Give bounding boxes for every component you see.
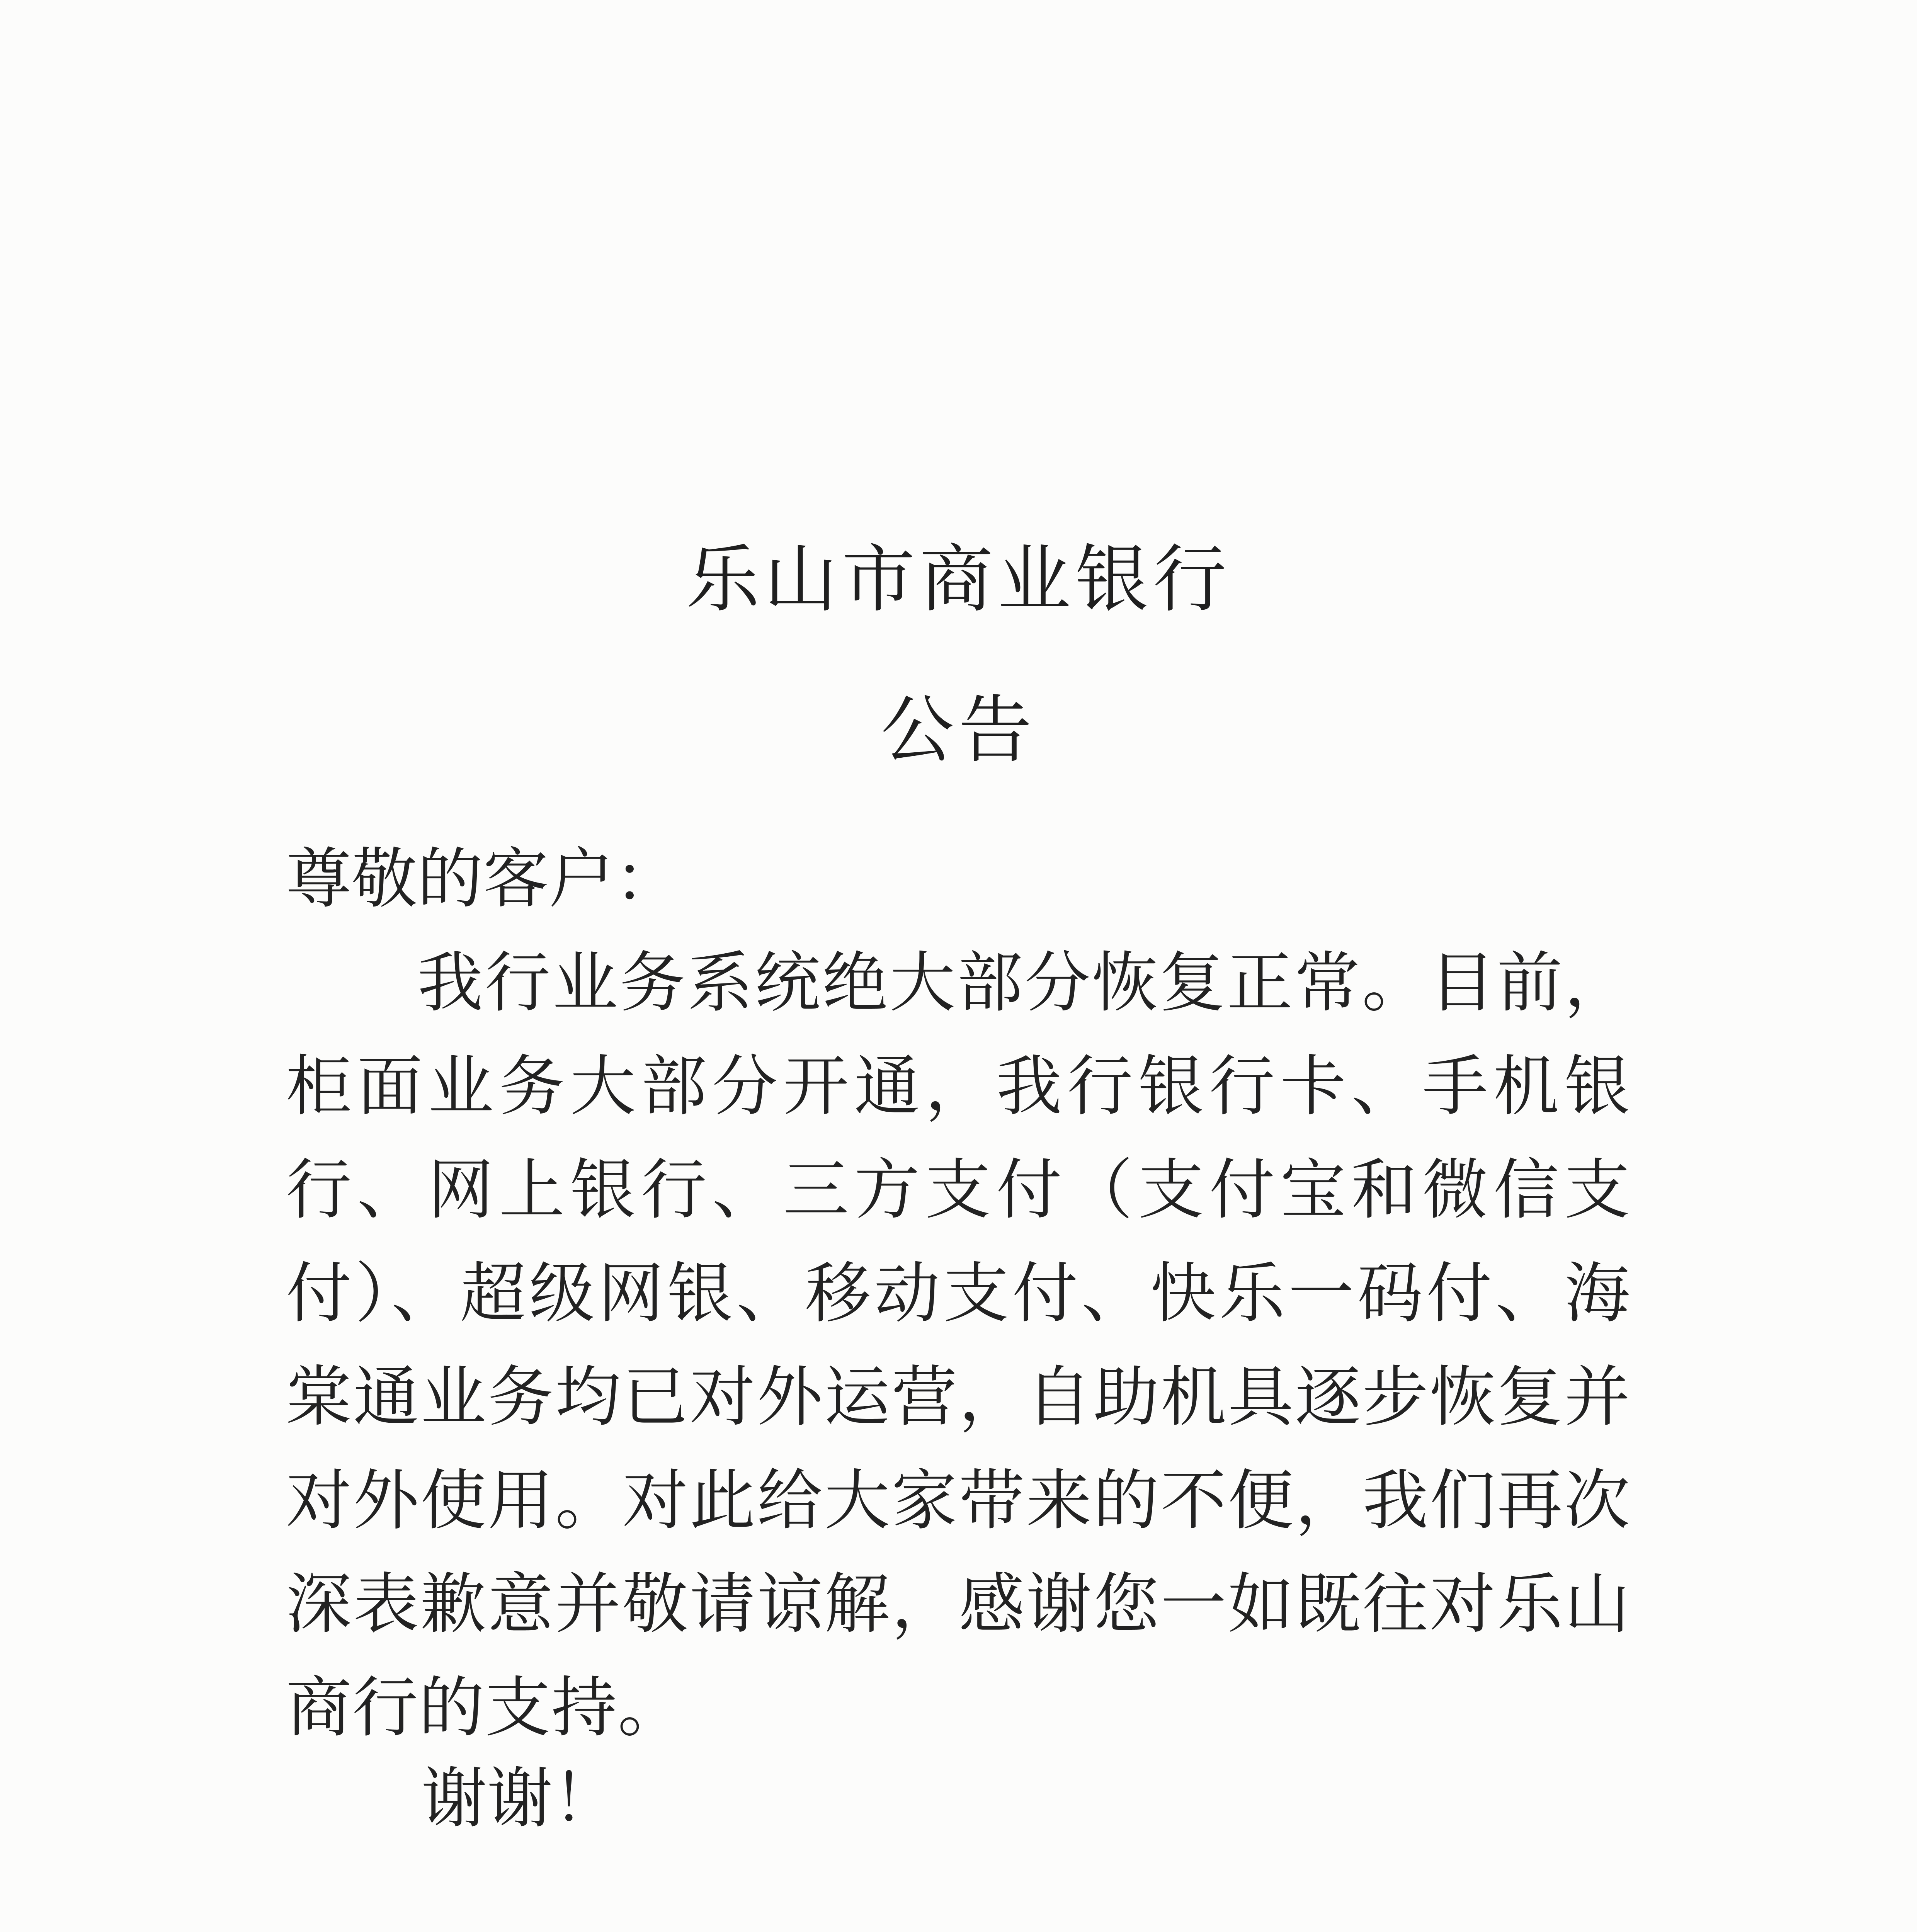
thanks-text: 谢谢！ (421, 1760, 619, 1837)
notice-title: 公告 (881, 687, 1036, 773)
salutation: 尊敬的客户： (286, 841, 680, 917)
bank-title: 乐山市商业银行 (686, 537, 1231, 622)
notice-body: 我行业务系统绝大部分恢复正常。目前，柜面业务大部分开通，我行银行卡、手机银行、网上银行、三方支付（支付宝和微信支付）、超级网银、移动支付、快乐一码付、海棠通业务均已对外运营，自助机具逐步恢复并对外使用。对此给大家带来的不便，我们再次深表歉意并敬请谅解，感谢您一如既往对乐山商行的支持。 (286, 945, 1631, 1746)
